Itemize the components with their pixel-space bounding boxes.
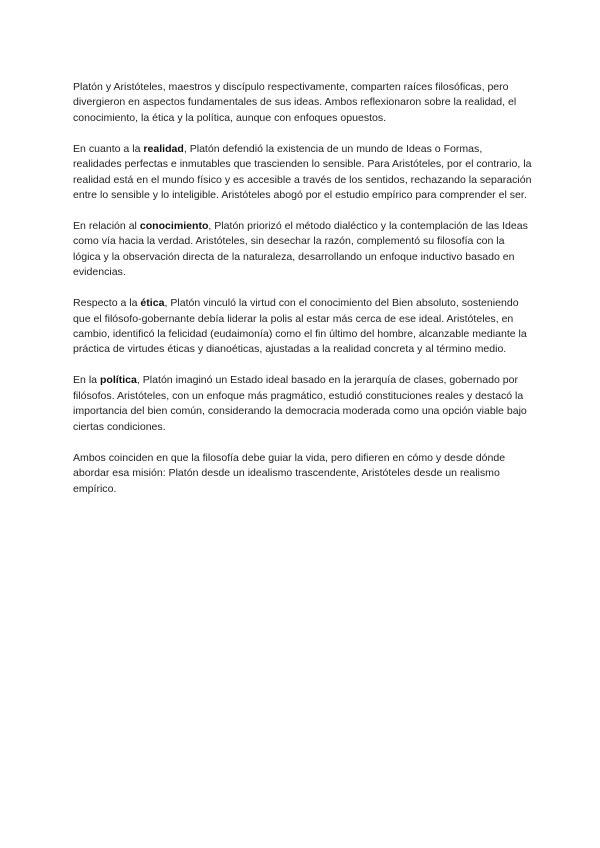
paragraph-text: , Platón imaginó un Estado ideal basado en la jerarquía de clases, gobernado por filósofos. Aristóteles, con un enfoque más pragmático, estudió constituciones reales y destacó la importancia del bien común, considerando la democracia moderada como una opción viable bajo ciertas condiciones. <box>73 374 527 433</box>
paragraph-text: En la <box>73 374 100 387</box>
keyword-etica: ética <box>140 297 165 310</box>
paragraph-text: En cuanto a la <box>73 142 144 155</box>
paragraph-text: , Platón defendió la existencia de un mundo de Ideas o Formas, realidades perfectas e inmutables que trascienden lo sensible. Para Aristóteles, por el contrario, la realidad está en el mundo físico y es accesible a través de los sentidos, rechazando la separación entre lo sensible y lo inteligible. Aristóteles abogó por el estudio empírico para comprender el ser. <box>73 142 532 202</box>
document-body <box>73 80 533 513</box>
paragraph-conclusion <box>73 451 533 497</box>
paragraph-realidad <box>73 142 533 204</box>
paragraph-intro <box>73 80 533 126</box>
paragraph-text: Ambos coinciden en que la filosofía debe guiar la vida, pero difieren en cómo y desde dónde abordar esa misión: Platón desde un idealismo trascendente, Aristóteles desde un realismo empírico. <box>73 451 506 495</box>
paragraph-etica <box>73 296 533 358</box>
keyword-politica: política <box>99 374 137 387</box>
paragraph-text: Platón y Aristóteles, maestros y discípulo respectivamente, comparten raíces filosóficas, pero divergieron en aspectos fundamentales de sus ideas. Ambos reflexionaron sobre la realidad, el conocimiento, la ética y la política, aunque con enfoques opuestos. <box>73 81 517 124</box>
keyword-conocimiento: conocimiento <box>139 220 209 233</box>
paragraph-politica <box>73 373 533 435</box>
paragraph-text: En relación al <box>73 220 140 233</box>
paragraph-text: Respecto a la <box>73 297 141 310</box>
paragraph-text: , Platón vinculó la virtud con el conocimiento del Bien absoluto, sosteniendo que el filósofo-gobernante debía liderar la polis al estar más cerca de ese ideal. Aristóteles, en cambio, identificó la felicidad (eudaimonía) como el fin último del hombre, alcanzable mediante la práctica de virtudes éticas y dianoéticas, ajustadas a la realidad concreta y al término medio. <box>73 297 527 356</box>
paragraph-text: , Platón priorizó el método dialéctico y la contemplación de las Ideas como vía hacia la verdad. Aristóteles, sin desechar la razón, complementó su filosofía con la lógica y la observación directa de la naturaleza, desarrollando un enfoque inductivo basado en evidencias. <box>73 220 528 279</box>
paragraph-conocimiento <box>73 219 533 281</box>
keyword-realidad: realidad <box>143 142 184 155</box>
